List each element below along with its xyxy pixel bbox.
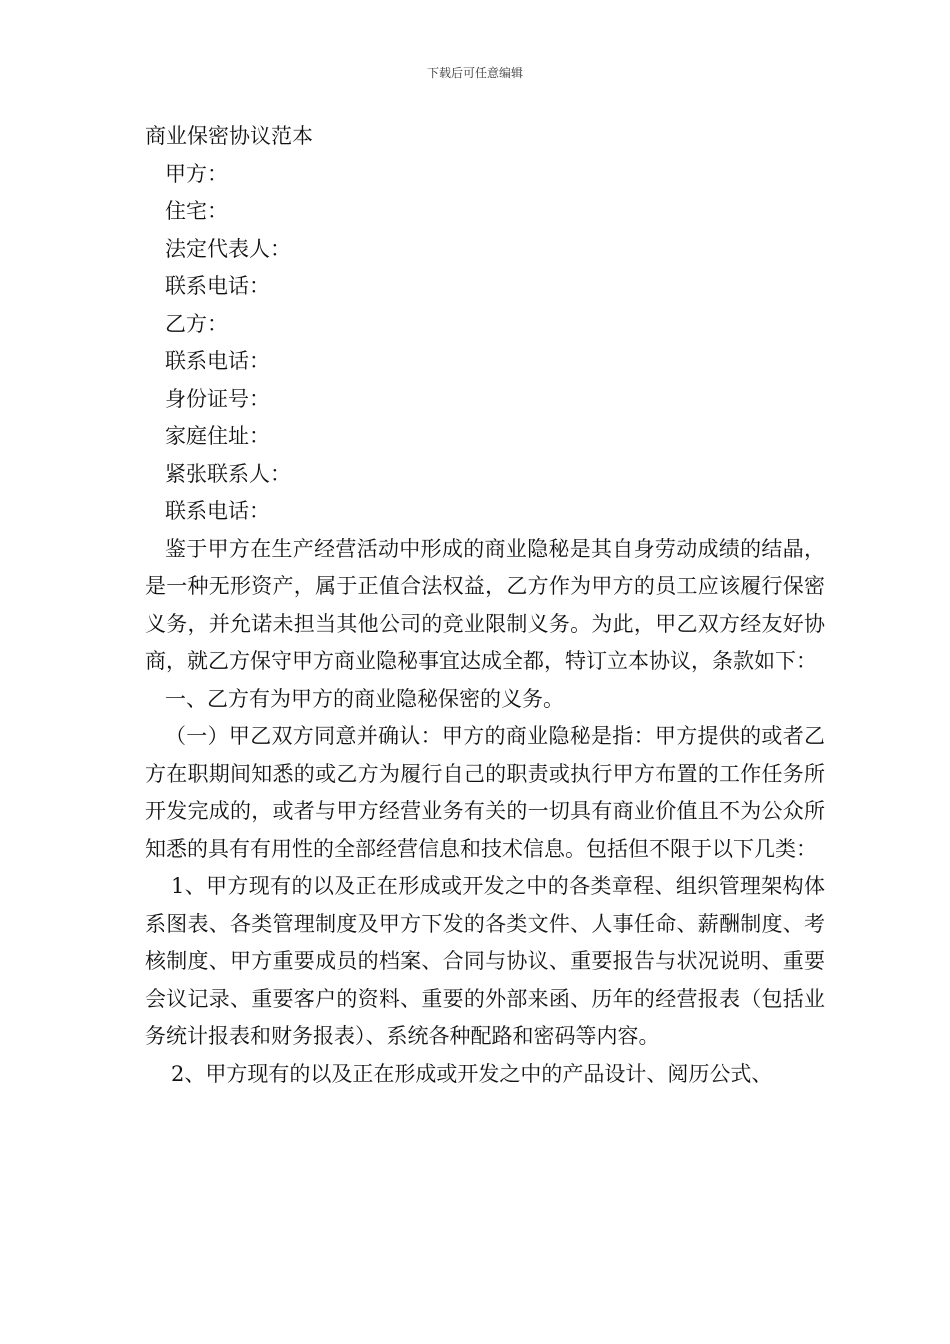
field-phone-a: 联系电话： [165,274,270,298]
page-header: 下载后可任意编辑 [426,66,523,80]
document-body [145,118,825,1093]
list-item-2: 2、甲方现有的以及正在形成或开发之中的产品设计、阅历公式、 [171,1061,773,1086]
field-emergency-phone: 联系电话： [165,499,270,523]
field-phone-b: 联系电话： [165,349,270,373]
field-legal-representative: 法定代表人： [165,236,291,261]
field-party-a: 甲方： [165,161,228,186]
list-item-1: 1、甲方现有的以及正在形成或开发之中的各类章程、组织管理架构体系图表、各类管理制度及甲方下发的各类文件、人事任命、薪酬制度、考核制度、甲方重要成员的档案、合同与协议、重要报告与状况说明、重要会议记录、重要客户的资料、重要的外部来函、历年的经营报表（包括业务统计报表和财务报表）、系统各种配路和密码等内容。 [145,874,825,1048]
field-home-address: 家庭住址： [165,424,270,448]
section-1-heading: 一、乙方有为甲方的商业隐秘保密的义务。 [165,686,564,711]
field-residence: 住宅： [165,199,228,223]
preamble-paragraph: 鉴于甲方在生产经营活动中形成的商业隐秘是其自身劳动成绩的结晶，是一种无形资产，属于正值合法权益，乙方作为甲方的员工应该履行保密义务，并允诺未担当其他公司的竞业限制义务。为此，甲乙双方经友好协商，就乙方保守甲方商业隐秘事宜达成全都，特订立本协议，条款如下： [145,536,825,673]
field-id-number: 身份证号： [165,386,270,411]
subsection-1-paragraph: （一）甲乙双方同意并确认：甲方的商业隐秘是指：甲方提供的或者乙方在职期间知悉的或乙方为履行自己的职责或执行甲方布置的工作任务所开发完成的，或者与甲方经营业务有关的一切具有商业价值且不为公众所知悉的具有有用性的全部经营信息和技术信息。包括但不限于以下几类： [145,724,825,861]
field-emergency-contact: 紧张联系人： [165,461,291,486]
field-party-b: 乙方： [165,311,228,336]
document-title: 商业保密协议范本 [145,124,313,148]
